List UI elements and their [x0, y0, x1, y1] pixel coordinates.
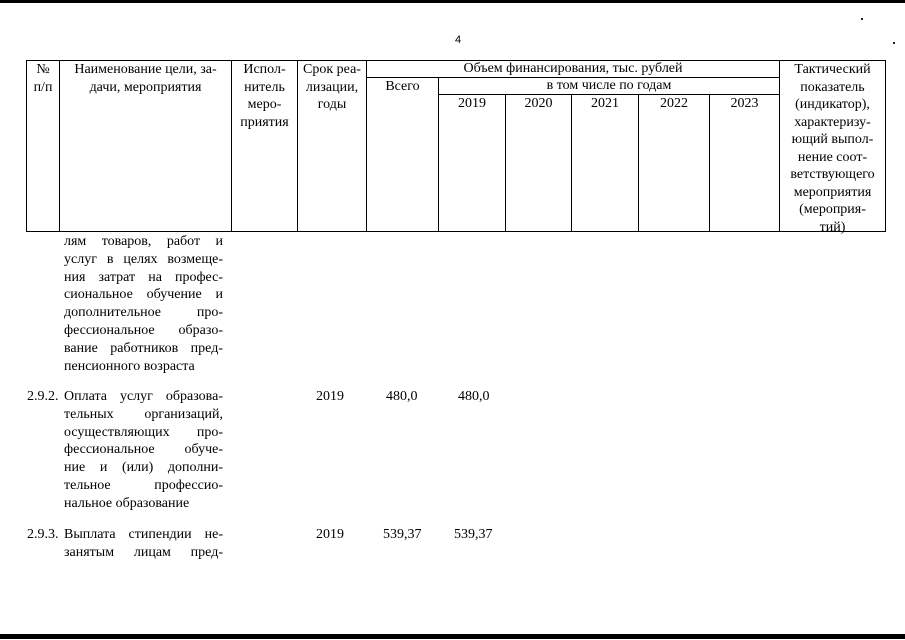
row-2-9-2-total: 480,0: [386, 389, 418, 404]
row-number-2-9-2: 2.9.2.: [27, 389, 59, 404]
scan-speck: [861, 18, 863, 20]
header-col-term: Срок реа- лизации, годы: [303, 62, 361, 112]
header-col-executor: Испол- нитель меро- приятия: [240, 62, 289, 130]
header-by-years: в том числе по годам: [546, 78, 672, 93]
row-2-9-3-total: 539,37: [383, 527, 422, 542]
header-financing-title: Объем финансирования, тыс. рублей: [463, 61, 683, 76]
header-col-indicator: Тактический показатель (индикатор), характеризу- ющий выпол- нение соот- ветствующего мероприятия (мероприя- тий): [790, 62, 875, 235]
scan-bottom-border: [0, 634, 905, 639]
scan-speck: [893, 42, 895, 44]
header-col-name: Наименование цели, за- дачи, мероприятия: [74, 62, 217, 95]
header-col-total: Всего: [385, 79, 420, 94]
scan-top-border: [0, 0, 905, 3]
row-number-2-9-3: 2.9.3.: [27, 527, 59, 542]
header-year-2023: 2023: [730, 96, 759, 111]
header-year-2022: 2022: [660, 96, 688, 111]
row-2-9-3-term: 2019: [316, 527, 344, 542]
header-year-2020: 2020: [524, 96, 553, 111]
table-row-2-9-3-description: Выплата стипендии не- занятым лицам пред-: [64, 527, 223, 560]
header-col-number: № п/п: [33, 62, 53, 95]
header-year-2019: 2019: [458, 96, 486, 111]
row-2-9-2-year-2019: 480,0: [458, 389, 490, 404]
header-year-2021: 2021: [591, 96, 619, 111]
page-number: 4: [454, 34, 462, 46]
row-2-9-2-term: 2019: [316, 389, 344, 404]
table-header: [26, 60, 886, 235]
row-2-9-3-year-2019: 539,37: [454, 527, 493, 542]
table-row-continuation: лям товаров, работ и услуг в целях возмеще- ния затрат на профес- сиональное обучение и дополнительное про- фессиональное образо- вание работников пред- пенсионного возраста: [64, 234, 223, 374]
table-row-2-9-2-description: Оплата услуг образова- тельных организаций, осуществляющих про- фессиональное обуче- ние и (или) дополни- тельное профессио- нальное образование: [64, 389, 223, 511]
